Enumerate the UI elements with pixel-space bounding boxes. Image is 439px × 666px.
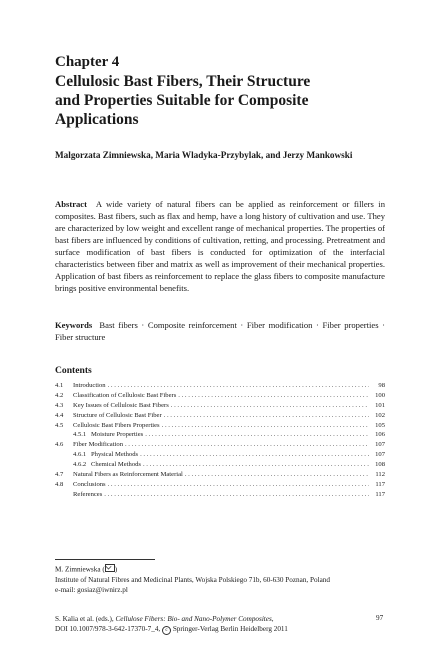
- toc-entry-page: 107: [375, 451, 385, 459]
- toc-entry[interactable]: [55, 382, 385, 392]
- toc-entry-title: Structure of Cellulosic Bast Fiber: [73, 411, 162, 419]
- citation-line: [55, 614, 355, 624]
- toc-entry-title: Chemical Methods: [91, 461, 141, 469]
- toc-entry-number: 4.6: [55, 441, 64, 449]
- toc-leader-dots: [143, 461, 369, 468]
- toc-entry[interactable]: [55, 402, 385, 412]
- publisher: Springer-Verlag Berlin Heidelberg 2011: [172, 625, 288, 633]
- copyright-icon: c: [162, 626, 171, 635]
- toc-entry-number: 4.2: [55, 391, 64, 399]
- toc-leader-dots: [125, 441, 369, 448]
- toc-entry[interactable]: [55, 441, 385, 451]
- toc-leader-dots: [162, 422, 369, 429]
- toc-entry-page: 98: [378, 382, 385, 389]
- keywords: [55, 319, 385, 343]
- toc-entry-number: 4.5.1: [73, 431, 87, 439]
- toc-entry-page: 107: [375, 441, 385, 449]
- keywords-text: Bast fibers · Composite reinforcement · Fiber modification · Fiber properties · Fiber structure: [55, 320, 386, 342]
- toc-entry[interactable]: [55, 491, 385, 501]
- toc-entry[interactable]: [55, 461, 385, 471]
- chapter-title-line: Applications: [55, 111, 139, 128]
- table-of-contents: [55, 382, 385, 501]
- chapter-title-line: and Properties Suitable for Composite: [55, 92, 309, 109]
- toc-entry-number: 4.8: [55, 480, 64, 488]
- toc-entry[interactable]: [55, 412, 385, 422]
- footnote: [55, 564, 395, 595]
- toc-entry[interactable]: [55, 481, 385, 491]
- keywords-label: Keywords: [55, 320, 93, 330]
- toc-entry-title: Key Issues of Cellulosic Bast Fibers: [73, 401, 169, 409]
- toc-entry-page: 106: [375, 431, 385, 439]
- toc-entry-page: 117: [375, 490, 385, 498]
- toc-leader-dots: [171, 402, 369, 409]
- chapter-title: [55, 72, 395, 129]
- mail-icon: [105, 564, 115, 572]
- abstract-text: A wide variety of natural fibers can be applied as reinforcement or fillers in composites. Bast fibers, such as flax and hemp, have a long history of cultivation and use. They are characterized by low weight and excellent range of mechanical properties. The properties of bast fibers are influenced by conditions of cultivation, retting, and processing. Pretreatment and surface modification of bast fibers is conducted for optimization of the interfacial characteristics between fiber and matrix as well as improvement of their mechanical properties. Application of bast fibers as reinforcement to replace the glass fibers to composite manufacture brings positive environmental benefits.: [55, 199, 385, 293]
- abstract-label: Abstract: [55, 199, 87, 209]
- toc-entry-page: 101: [375, 401, 385, 409]
- toc-entry-title: Moisture Properties: [91, 431, 144, 439]
- toc-entry-page: 100: [375, 391, 385, 399]
- toc-entry[interactable]: [55, 471, 385, 481]
- toc-entry-page: 112: [375, 471, 385, 479]
- toc-leader-dots: [185, 471, 369, 478]
- toc-entry[interactable]: [55, 392, 385, 402]
- abstract: [55, 198, 385, 294]
- contents-heading: Contents: [55, 365, 92, 376]
- toc-entry-page: 108: [375, 461, 385, 469]
- toc-entry[interactable]: [55, 422, 385, 432]
- toc-entry-title: Classification of Cellulosic Bast Fibers: [73, 391, 177, 399]
- footnote-divider: [55, 559, 155, 560]
- citation-doi-line: [55, 624, 355, 635]
- toc-entry-number: 4.1: [55, 382, 64, 389]
- book-title: Cellulose Fibers: Bio- and Nano-Polymer Composites,: [115, 615, 274, 623]
- page-number: 97: [376, 614, 384, 622]
- toc-entry-title: References: [73, 490, 103, 498]
- toc-entry-number: 4.7: [55, 471, 64, 479]
- author-email[interactable]: e-mail: gosiaz@iwnirz.pl: [55, 585, 128, 594]
- author-affiliation: Institute of Natural Fibres and Medicinal Plants, Wojska Polskiego 71b, 60-630 Poznan, Poland: [55, 575, 330, 584]
- toc-leader-dots: [140, 451, 369, 458]
- chapter-label: Chapter 4: [55, 54, 120, 70]
- toc-leader-dots: [164, 412, 369, 419]
- toc-entry-title: Natural Fibers as Reinforcement Material: [73, 471, 183, 479]
- toc-entry-page: 117: [375, 480, 385, 488]
- toc-entry-number: 4.5: [55, 421, 64, 429]
- citation-editors: S. Kalia et al. (eds.),: [55, 615, 114, 623]
- chapter-title-line: Cellulosic Bast Fibers, Their Structure: [55, 73, 311, 90]
- toc-leader-dots: [145, 431, 369, 438]
- toc-entry-page: 102: [375, 411, 385, 419]
- toc-entry-title: Cellulosic Bast Fibers Properties: [73, 421, 160, 429]
- toc-entry-number: 4.6.2: [73, 461, 87, 469]
- toc-entry-title: Fiber Modification: [73, 441, 123, 449]
- toc-entry-number: 4.3: [55, 401, 64, 409]
- toc-entry[interactable]: [55, 451, 385, 461]
- footnote-author-line: M. Zimniewska ( ): [55, 565, 118, 574]
- toc-entry-title: Conclusions: [73, 480, 106, 488]
- toc-entry-title: Introduction: [73, 382, 106, 389]
- toc-entry-number: 4.6.1: [73, 451, 87, 459]
- author-list: Malgorzata Zimniewska, Maria Wladyka-Przybylak, and Jerzy Mankowski: [55, 150, 353, 160]
- toc-leader-dots: [108, 481, 369, 488]
- toc-entry-page: 105: [375, 421, 385, 429]
- book-citation: [55, 614, 355, 635]
- toc-leader-dots: [108, 382, 369, 389]
- corresponding-author: M. Zimniewska: [55, 565, 101, 574]
- doi[interactable]: DOI 10.1007/978-3-642-17370-7_4,: [55, 625, 161, 633]
- toc-leader-dots: [178, 392, 369, 399]
- toc-entry-number: 4.4: [55, 411, 64, 419]
- toc-leader-dots: [104, 491, 369, 498]
- toc-entry-title: Physical Methods: [91, 451, 139, 459]
- toc-entry[interactable]: [55, 431, 385, 441]
